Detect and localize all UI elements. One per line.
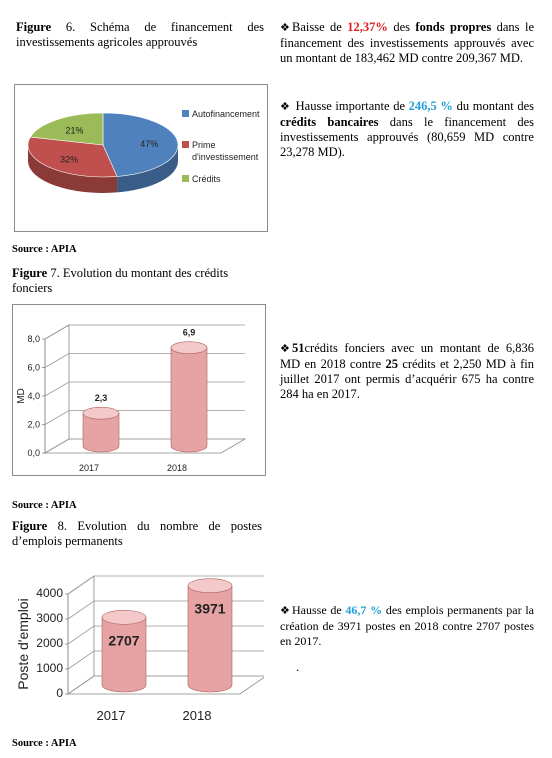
bar-chart bbox=[12, 560, 264, 732]
diamond-bullet-icon: ❖ bbox=[280, 343, 290, 355]
legend-label: Prime bbox=[192, 140, 216, 150]
pie-chart bbox=[15, 85, 267, 231]
caption-number: 7. bbox=[50, 266, 60, 280]
gridline bbox=[45, 354, 245, 368]
caption-label: Figure bbox=[12, 519, 48, 533]
x-category-label: 2018 bbox=[166, 463, 188, 473]
bar-value-label: 6,9 bbox=[182, 327, 196, 338]
figure-6-source: Source : APIA bbox=[12, 244, 77, 255]
text: dans le financement des investissements approuvés (80,659 MD contre 23,278 MD). bbox=[280, 115, 534, 159]
y-tick-label: 2000 bbox=[36, 636, 63, 650]
figure-8-source: Source : APIA bbox=[12, 738, 77, 749]
floor bbox=[45, 439, 245, 453]
bar-chart bbox=[13, 305, 265, 475]
legend-swatch bbox=[182, 175, 189, 182]
bold-number: 51 bbox=[292, 341, 305, 355]
caption-text: Evolution du nombre de postes d’emplois permanents bbox=[12, 519, 262, 548]
y-tick-label: 4,0 bbox=[27, 391, 40, 401]
figure-7-chart-frame bbox=[12, 304, 266, 476]
caption-text: Evolution du montant des crédits fonciers bbox=[12, 266, 229, 295]
caption-label: Figure bbox=[12, 266, 48, 280]
pie-slice-label: 32% bbox=[60, 154, 79, 165]
y-axis-label: MD bbox=[16, 388, 27, 404]
figure-6-caption bbox=[16, 20, 264, 50]
y-tick-label: 0 bbox=[56, 686, 63, 700]
trailing-dot: . bbox=[296, 660, 300, 674]
legend-swatch bbox=[182, 141, 189, 148]
bar-top bbox=[102, 610, 146, 624]
bullet-credits-fonciers bbox=[280, 341, 534, 402]
y-tick-label: 4000 bbox=[36, 586, 63, 600]
y-tick-label: 8,0 bbox=[27, 334, 40, 344]
text: des bbox=[387, 20, 416, 34]
bold-term: fonds propres bbox=[415, 20, 492, 34]
bold-term: crédits bancaires bbox=[280, 115, 379, 129]
bullet-credits-bancaires bbox=[280, 99, 534, 160]
y-tick-label: 0,0 bbox=[27, 448, 40, 458]
bold-number: 25 bbox=[385, 357, 398, 371]
diamond-bullet-icon: ❖ bbox=[280, 101, 290, 113]
gridline bbox=[68, 626, 264, 644]
bullet-emplois-permanents bbox=[280, 603, 534, 649]
x-category-label: 2017 bbox=[96, 708, 126, 723]
figure-8-chart bbox=[12, 560, 264, 732]
text: du montant des bbox=[452, 99, 534, 113]
y-tick-label: 2,0 bbox=[27, 419, 40, 430]
gridline bbox=[68, 651, 264, 669]
gridline bbox=[45, 325, 245, 339]
bar-top bbox=[171, 342, 207, 354]
caption-label: Figure bbox=[16, 20, 52, 34]
x-category-label: 2017 bbox=[78, 463, 100, 473]
text: crédits et 2,250 MD à fin juillet 2017 ont permis d’acquérir 675 ha contre 284 ha en 2017. bbox=[280, 357, 534, 401]
gridline bbox=[68, 576, 264, 594]
percentage: 12,37% bbox=[347, 20, 388, 34]
pie-slice-label: 47% bbox=[140, 139, 159, 150]
y-tick-label: 3000 bbox=[36, 611, 63, 625]
gridline bbox=[45, 411, 245, 425]
pie-slice-label: 21% bbox=[65, 125, 84, 136]
y-axis-label: Poste d'emploi bbox=[15, 598, 31, 690]
bar-top bbox=[83, 407, 119, 419]
text: Hausse importante de bbox=[292, 99, 409, 113]
text: crédits fonciers avec un montant de 6,836 MD en 2018 contre bbox=[280, 341, 534, 371]
caption-number: 6. bbox=[65, 20, 76, 34]
text: dans le financement des investissements approuvés avec un montant de 183,462 MD contre 209,367 MD. bbox=[280, 20, 534, 65]
gridline bbox=[45, 382, 245, 396]
diamond-bullet-icon: ❖ bbox=[280, 605, 290, 617]
percentage: 246,5 % bbox=[408, 99, 453, 113]
bar-body bbox=[171, 348, 207, 452]
bar-top bbox=[188, 579, 232, 593]
figure-7-source: Source : APIA bbox=[12, 500, 77, 511]
caption-text: Schéma de financement des investissements agricoles approuvés bbox=[16, 20, 265, 49]
legend-label: Autofinancement bbox=[192, 109, 260, 119]
caption-number: 8. bbox=[57, 519, 67, 533]
percentage: 46,7 % bbox=[345, 603, 383, 617]
legend-label: Crédits bbox=[192, 174, 221, 184]
bullet-fonds-propres bbox=[280, 20, 534, 66]
legend-swatch bbox=[182, 110, 189, 117]
figure-6-chart-frame bbox=[14, 84, 268, 232]
text: des emplois permanents par la création de 3971 postes en 2018 contre 2707 postes en 2017. bbox=[280, 603, 535, 648]
y-tick-label: 1000 bbox=[36, 661, 63, 675]
text: Hausse de bbox=[292, 603, 346, 617]
figure-7-caption bbox=[12, 266, 252, 296]
bar-value-label: 3971 bbox=[194, 600, 226, 617]
bar-body bbox=[102, 617, 146, 692]
bar-value-label: 2707 bbox=[108, 632, 140, 649]
gridline bbox=[68, 601, 264, 619]
diamond-bullet-icon: ❖ bbox=[280, 22, 290, 34]
bar-value-label: 2,3 bbox=[94, 393, 108, 404]
figure-8-caption bbox=[12, 519, 262, 549]
y-tick-label: 6,0 bbox=[27, 362, 40, 373]
x-category-label: 2018 bbox=[182, 708, 212, 723]
text: Baisse de bbox=[292, 20, 348, 34]
floor bbox=[68, 676, 264, 694]
legend-label: d'investissement bbox=[192, 152, 259, 162]
